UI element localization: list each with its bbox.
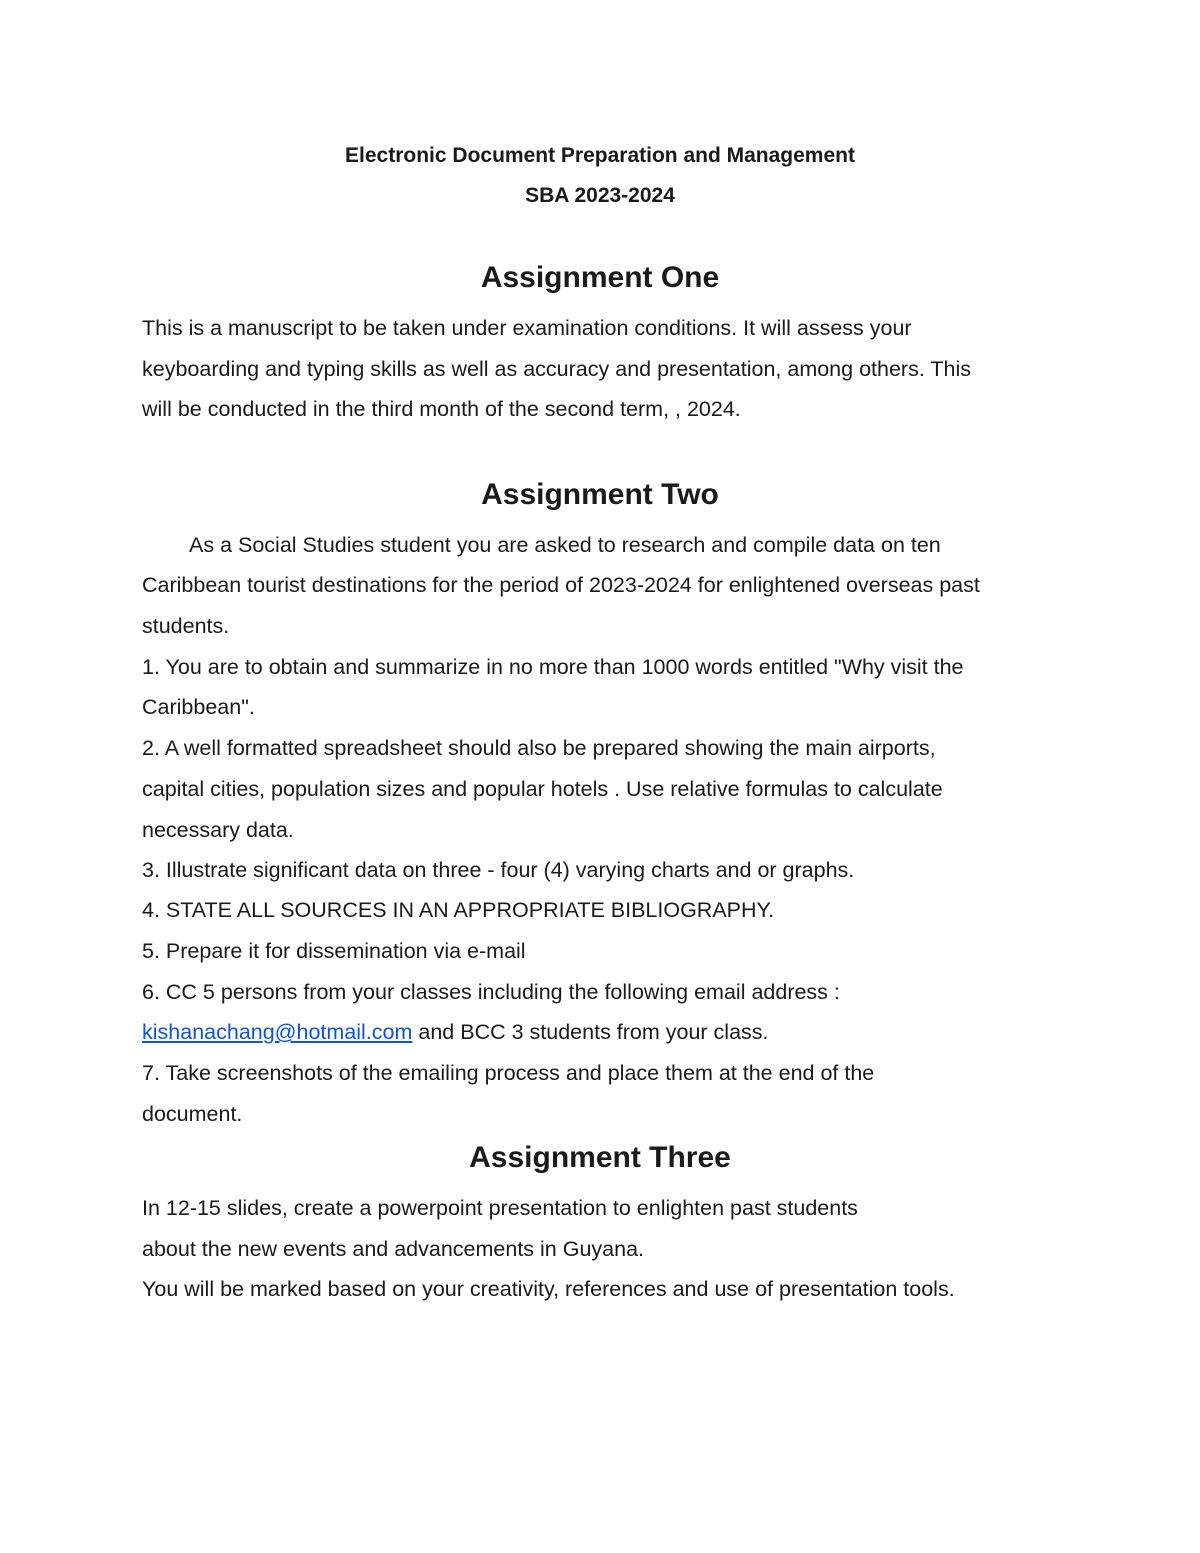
assignment-two-item-line: 4. STATE ALL SOURCES IN AN APPROPRIATE BIBLIOGRAPHY.: [142, 898, 775, 922]
assignment-two-item-line: 5. Prepare it for dissemination via e-mail: [142, 939, 526, 963]
assignment-two-intro-line: Caribbean tourist destinations for the period of 2023-2024 for enlightened overseas past: [142, 573, 980, 597]
assignment-three-heading: Assignment Three: [469, 1141, 731, 1174]
assignment-one-line: This is a manuscript to be taken under examination conditions. It will assess your: [142, 316, 912, 340]
assignment-two-item-line: 3. Illustrate significant data on three - four (4) varying charts and or graphs.: [142, 858, 855, 882]
assignment-two-item-line: 2. A well formatted spreadsheet should also be prepared showing the main airports,: [142, 736, 936, 760]
document-title: Electronic Document Preparation and Management: [345, 144, 855, 167]
assignment-two-item-line: Caribbean".: [142, 695, 255, 719]
assignment-two-heading: Assignment Two: [481, 478, 719, 511]
assignment-two-item-line: 1. You are to obtain and summarize in no more than 1000 words entitled "Why visit the: [142, 655, 964, 679]
email-link[interactable]: kishanachang@hotmail.com: [142, 1020, 413, 1044]
assignment-two-item-line: capital cities, population sizes and popular hotels . Use relative formulas to calculate: [142, 777, 943, 801]
email-line: [142, 1019, 769, 1045]
assignment-one-line: will be conducted in the third month of the second term, , 2024.: [142, 397, 741, 421]
assignment-three-line: You will be marked based on your creativity, references and use of presentation tools.: [142, 1277, 955, 1301]
assignment-two-item-line: necessary data.: [142, 818, 294, 842]
assignment-one-heading: Assignment One: [480, 261, 720, 294]
assignment-two-closing-line: document.: [142, 1102, 243, 1126]
assignment-three-line: about the new events and advancements in Guyana.: [142, 1237, 645, 1261]
assignment-two-intro-line: As a Social Studies student you are asked to research and compile data on ten: [189, 533, 941, 557]
document-subtitle: SBA 2023-2024: [525, 184, 675, 207]
assignment-two-intro-line: students.: [142, 614, 230, 638]
assignment-one-line: keyboarding and typing skills as well as accuracy and presentation, among others. This: [142, 357, 971, 381]
email-line-suffix: and BCC 3 students from your class.: [412, 1020, 769, 1044]
assignment-three-line: In 12-15 slides, create a powerpoint presentation to enlighten past students: [142, 1196, 858, 1220]
assignment-two-closing-line: 7. Take screenshots of the emailing process and place them at the end of the: [142, 1061, 875, 1085]
assignment-two-item-line: 6. CC 5 persons from your classes including the following email address :: [142, 980, 840, 1004]
